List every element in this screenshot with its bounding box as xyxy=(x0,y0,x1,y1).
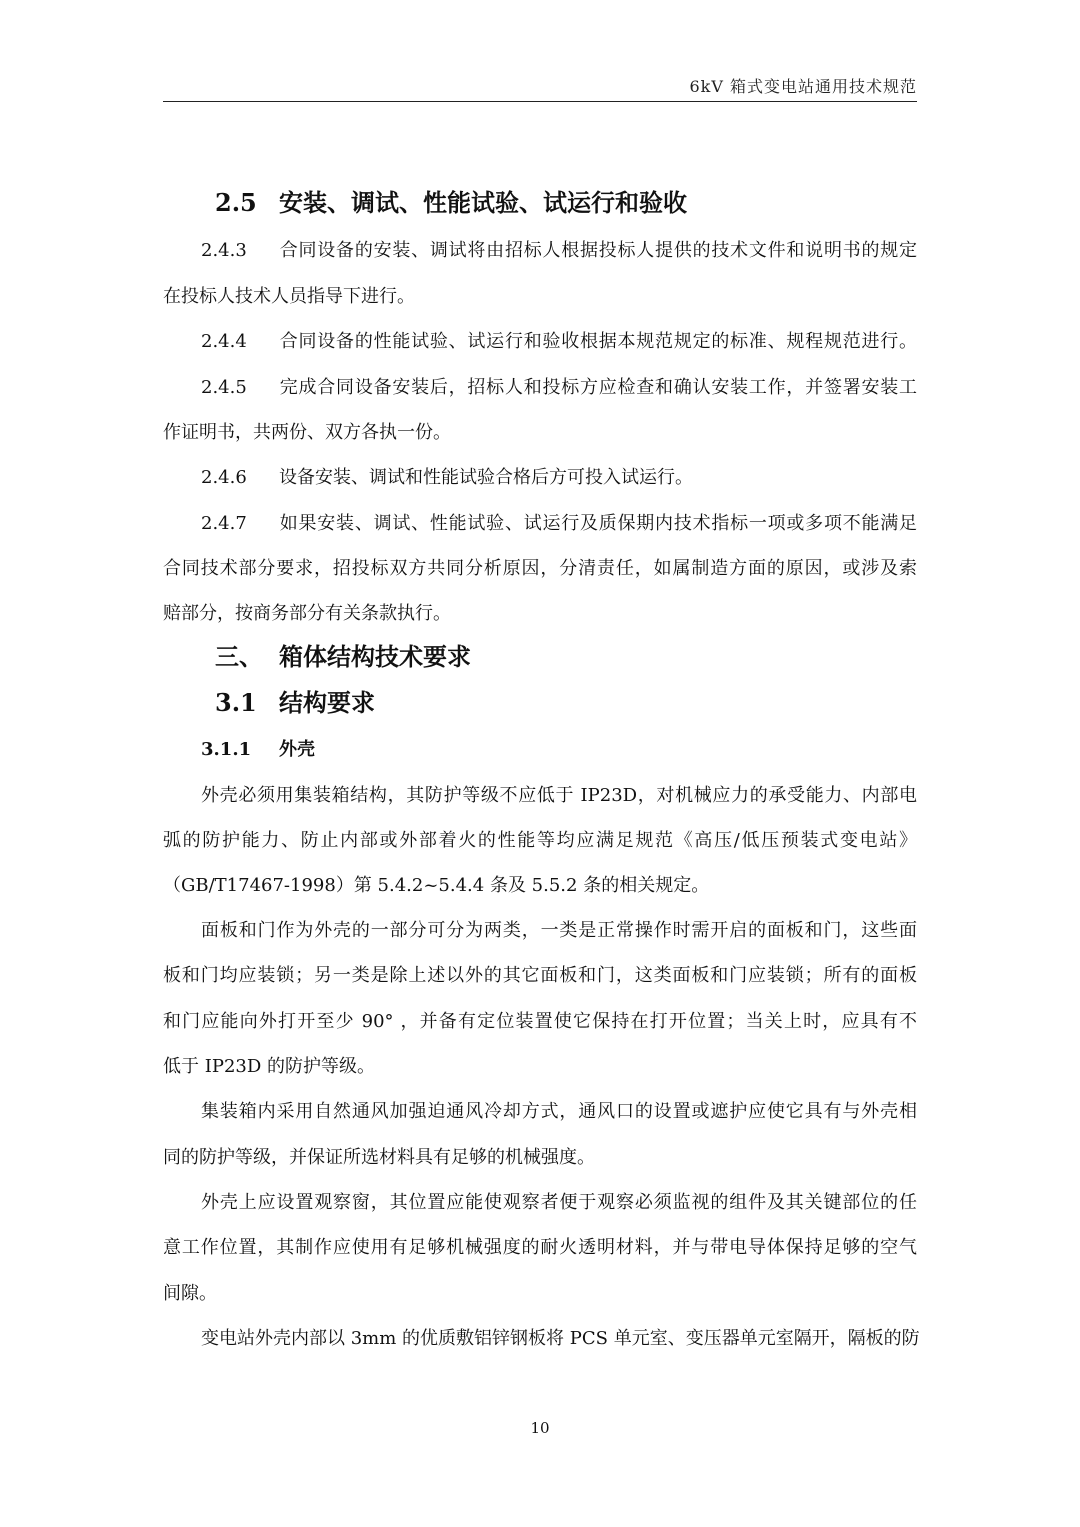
clause-text: 完成合同设备安装后，招标人和投标方应检查和确认安装工作，并签署安装工 xyxy=(279,377,917,398)
paragraph-3-line-2: 同的防护等级，并保证所选材料具有足够的机械强度。 xyxy=(163,1147,595,1168)
clause-number: 2.4.3 xyxy=(201,240,247,261)
clause-text: 设备安装、调试和性能试验合格后方可投入试运行。 xyxy=(279,467,693,488)
clause-number: 2.4.7 xyxy=(201,513,247,534)
clause-text: 合同设备的性能试验、试运行和验收根据本规范规定的标准、规程规范进行。 xyxy=(279,331,917,352)
paragraph-1-line-2: 弧的防护能力、防止内部或外部着火的性能等均应满足规范《高压/低压预装式变电站》 xyxy=(163,830,917,851)
paragraph-4-line-3: 间隙。 xyxy=(163,1283,217,1304)
clause-2-4-4-line-1 xyxy=(201,330,917,354)
paragraph-1-line-1: 外壳必须用集装箱结构，其防护等级不应低于 IP23D，对机械应力的承受能力、内部电 xyxy=(201,785,917,806)
section-number: 3.1 xyxy=(215,688,257,717)
paragraph-2-line-2: 板和门均应装锁；另一类是除上述以外的其它面板和门，这类面板和门应装锁；所有的面板 xyxy=(163,965,917,986)
section-title: 安装、调试、性能试验、试运行和验收 xyxy=(279,188,687,217)
subsection-title: 外壳 xyxy=(279,739,315,760)
clause-2-4-7-line-3: 赔部分，按商务部分有关条款执行。 xyxy=(163,603,451,624)
chapter-heading-3 xyxy=(215,642,917,672)
paragraph-5-line-1: 变电站外壳内部以 3mm 的优质敷铝锌钢板将 PCS 单元室、变压器单元室隔开，隔板的防 xyxy=(201,1328,920,1349)
clause-2-4-6-line-1 xyxy=(201,466,917,490)
paragraph-2-line-3: 和门应能向外打开至少 90° ，并备有定位装置使它保持在打开位置；当关上时，应具有不 xyxy=(163,1011,917,1032)
clause-number: 2.4.5 xyxy=(201,377,247,398)
clause-2-4-5-line-1 xyxy=(201,376,917,400)
section-heading-2-5 xyxy=(215,188,917,218)
paragraph-4-line-2: 意工作位置，其制作应使用有足够机械强度的耐火透明材料，并与带电导体保持足够的空气 xyxy=(163,1237,917,1258)
running-header: 6kV 箱式变电站通用技术规范 xyxy=(689,77,917,96)
clause-2-4-3-line-2: 在投标人技术人员指导下进行。 xyxy=(163,286,415,307)
header-rule xyxy=(163,101,917,102)
clause-number: 2.4.6 xyxy=(201,467,247,488)
clause-2-4-7-line-2: 合同技术部分要求，招投标双方共同分析原因，分清责任，如属制造方面的原因，或涉及索 xyxy=(163,558,917,579)
clause-text: 合同设备的安装、调试将由招标人根据投标人提供的技术文件和说明书的规定 xyxy=(279,240,917,261)
page-number: 10 xyxy=(530,1419,550,1437)
paragraph-2-line-1: 面板和门作为外壳的一部分可分为两类，一类是正常操作时需开启的面板和门，这些面 xyxy=(201,920,917,941)
clause-text: 如果安装、调试、性能试验、试运行及质保期内技术指标一项或多项不能满足 xyxy=(279,513,917,534)
paragraph-2-line-4: 低于 IP23D 的防护等级。 xyxy=(163,1056,376,1077)
chapter-number: 三、 xyxy=(215,642,263,671)
section-number: 2.5 xyxy=(215,188,257,217)
clause-2-4-7-line-1 xyxy=(201,512,917,536)
section-heading-3-1 xyxy=(215,688,917,718)
chapter-title: 箱体结构技术要求 xyxy=(279,642,471,671)
paragraph-4-line-1: 外壳上应设置观察窗，其位置应能使观察者便于观察必须监视的组件及其关键部位的任 xyxy=(201,1192,917,1213)
paragraph-3-line-1: 集装箱内采用自然通风加强迫通风冷却方式，通风口的设置或遮护应使它具有与外壳相 xyxy=(201,1101,917,1122)
section-title: 结构要求 xyxy=(279,688,375,717)
clause-number: 2.4.4 xyxy=(201,331,247,352)
subsection-heading-3-1-1 xyxy=(201,738,917,762)
clause-2-4-5-line-2: 作证明书，共两份、双方各执一份。 xyxy=(163,422,451,443)
subsection-number: 3.1.1 xyxy=(201,739,252,760)
clause-2-4-3-line-1 xyxy=(201,239,917,263)
paragraph-1-line-3: （GB/T17467-1998）第 5.4.2~5.4.4 条及 5.5.2 条的相关规定。 xyxy=(163,875,710,896)
